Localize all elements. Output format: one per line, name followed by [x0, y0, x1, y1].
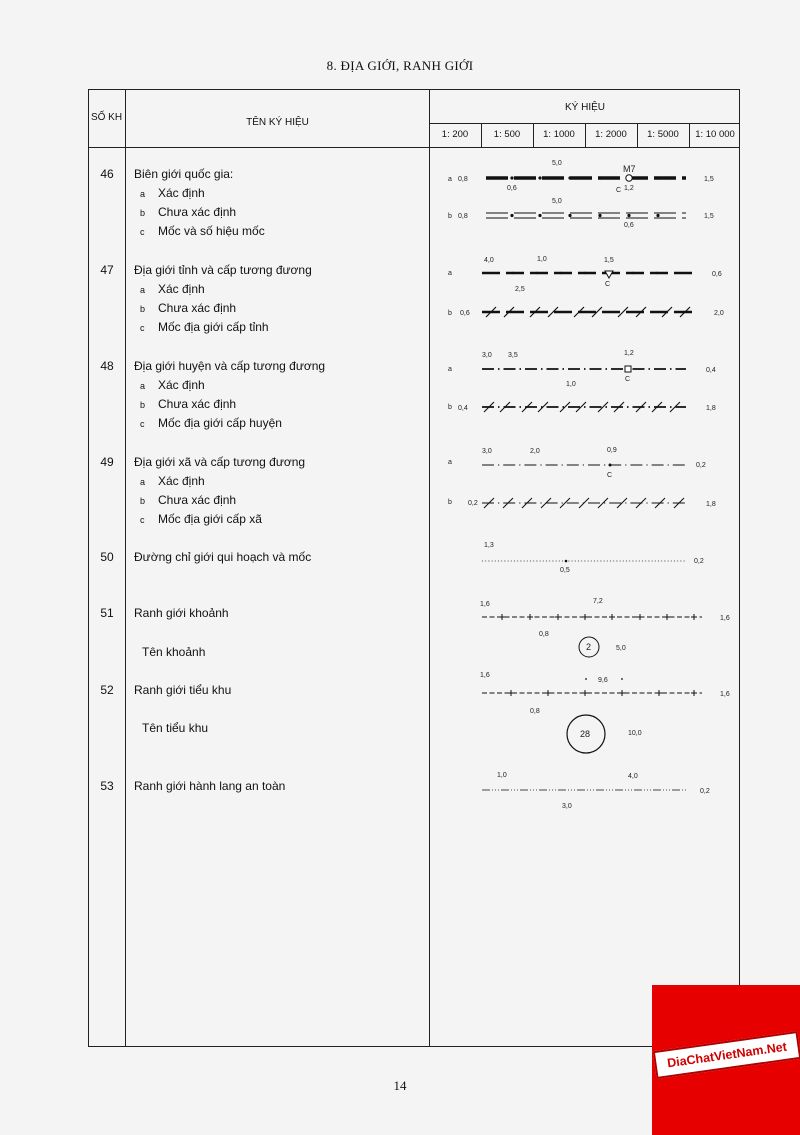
symbol-46a [448, 160, 714, 194]
scale-1-200: 1: 200 [441, 129, 469, 140]
svg-text:0,8: 0,8 [458, 176, 468, 183]
svg-text:1,5: 1,5 [704, 176, 714, 183]
svg-text:4,0: 4,0 [628, 773, 638, 780]
svg-text:7,2: 7,2 [593, 598, 603, 605]
svg-text:3,0: 3,0 [562, 803, 572, 810]
row-number: 48 [100, 359, 114, 373]
row-sub-label: Tên tiểu khu [142, 721, 209, 735]
svg-text:1,8: 1,8 [706, 405, 716, 412]
scale-1-5000: 1: 5000 [647, 129, 679, 140]
header-ky-hieu: KÝ HIỆU [564, 102, 605, 113]
row-name: Địa giới tỉnh và cấp tương đương [134, 263, 312, 277]
row-sub-item: c Mốc địa giới cấp tỉnh [140, 320, 269, 334]
row-sub-item: a Xác định [140, 474, 205, 488]
svg-text:0,9: 0,9 [607, 447, 617, 454]
symbol-49a [448, 447, 706, 479]
scale-1-500: 1: 500 [493, 129, 521, 140]
symbol-51 [480, 598, 730, 657]
row-sub-item: a Xác định [140, 378, 205, 392]
svg-text:b: b [448, 310, 452, 317]
svg-text:M7: M7 [623, 164, 636, 174]
row-sub-item: a Xác định [140, 186, 205, 200]
svg-text:1,0: 1,0 [497, 772, 507, 779]
svg-text:1,6: 1,6 [480, 672, 490, 679]
row-sub-item: c Mốc địa giới cấp xã [140, 512, 262, 526]
svg-text:C: C [616, 187, 622, 194]
symbol-49b [448, 498, 716, 508]
svg-text:a: a [448, 176, 452, 183]
row-number: 47 [100, 263, 114, 277]
svg-text:1,8: 1,8 [706, 501, 716, 508]
row-sub-item: b Chưa xác định [140, 493, 237, 507]
row-name: Ranh giới tiểu khu [134, 683, 232, 697]
svg-text:C: C [625, 376, 631, 383]
svg-text:a: a [448, 366, 452, 373]
svg-text:a: a [448, 459, 452, 466]
svg-text:1,5: 1,5 [704, 213, 714, 220]
scale-1-1000: 1: 1000 [543, 129, 575, 140]
svg-text:0,2: 0,2 [700, 788, 710, 795]
svg-text:0,8: 0,8 [458, 213, 468, 220]
svg-text:0,2: 0,2 [468, 500, 478, 507]
svg-text:0,4: 0,4 [706, 367, 716, 374]
row-sub-item: b Chưa xác định [140, 301, 237, 315]
svg-text:0,8: 0,8 [539, 631, 549, 638]
svg-text:0,4: 0,4 [458, 405, 468, 412]
row-number: 53 [100, 779, 114, 793]
svg-text:b: b [448, 499, 452, 506]
svg-text:1,0: 1,0 [566, 381, 576, 388]
row-sub-label: Tên khoảnh [142, 645, 206, 659]
row-sub-item: b Chưa xác định [140, 205, 237, 219]
svg-text:2,0: 2,0 [714, 310, 724, 317]
svg-text:4,0: 4,0 [484, 257, 494, 264]
row-sub-item: b Chưa xác định [140, 397, 237, 411]
svg-text:b: b [448, 213, 452, 220]
svg-text:3,0: 3,0 [482, 448, 492, 455]
row-name: Ranh giới khoảnh [134, 606, 229, 620]
symbol-48b [448, 402, 716, 412]
row-name: Địa giới huyện và cấp tương đương [134, 359, 326, 373]
svg-text:C: C [607, 472, 613, 479]
svg-text:1,0: 1,0 [537, 256, 547, 263]
svg-text:1,3: 1,3 [484, 542, 494, 549]
row-number: 49 [100, 455, 114, 469]
svg-text:1,2: 1,2 [624, 185, 634, 192]
row-number: 52 [100, 683, 114, 697]
row-name: Đường chỉ giới qui hoạch và mốc [134, 550, 312, 564]
svg-text:5,0: 5,0 [616, 645, 626, 652]
svg-text:0,2: 0,2 [696, 462, 706, 469]
svg-text:0,6: 0,6 [712, 271, 722, 278]
watermark-logo [652, 985, 800, 1135]
row-name: Ranh giới hành lang an toàn [134, 779, 286, 793]
svg-text:1,6: 1,6 [480, 601, 490, 608]
symbol-47b [448, 307, 724, 317]
page-number: 14 [393, 1078, 407, 1093]
svg-text:5,0: 5,0 [552, 160, 562, 167]
row-number: 50 [100, 550, 114, 564]
symbol-50 [482, 542, 704, 574]
svg-text:C: C [605, 281, 611, 288]
row-name: Biên giới quốc gia: [134, 167, 234, 181]
svg-text:0,6: 0,6 [460, 310, 470, 317]
svg-text:b: b [448, 404, 452, 411]
svg-text:1,2: 1,2 [624, 350, 634, 357]
svg-text:2,0: 2,0 [530, 448, 540, 455]
svg-text:10,0: 10,0 [628, 730, 642, 737]
row-number: 46 [100, 167, 114, 181]
svg-text:5,0: 5,0 [552, 198, 562, 205]
page-title: 8. ĐỊA GIỚI, RANH GIỚI [326, 58, 474, 73]
symbol-47a [448, 256, 722, 293]
symbol-52 [480, 672, 730, 753]
svg-text:3,5: 3,5 [508, 352, 518, 359]
symbol-53 [482, 772, 710, 810]
svg-text:0,6: 0,6 [507, 185, 517, 192]
header-so-kh: SỐ KH [90, 112, 123, 123]
svg-text:1,5: 1,5 [604, 257, 614, 264]
svg-text:0,5: 0,5 [560, 567, 570, 574]
svg-text:3,0: 3,0 [482, 352, 492, 359]
svg-text:9,6: 9,6 [598, 677, 608, 684]
scale-1-10000: 1: 10 000 [695, 129, 735, 140]
svg-text:0,8: 0,8 [530, 708, 540, 715]
svg-text:a: a [448, 270, 452, 277]
watermark-text: DiaChatVietNam.Net [666, 1039, 788, 1071]
symbol-48a [448, 350, 716, 388]
row-number: 51 [100, 606, 114, 620]
svg-text:2: 2 [586, 642, 592, 652]
svg-text:0,6: 0,6 [624, 222, 634, 229]
row-name: Địa giới xã và cấp tương đương [134, 455, 306, 469]
row-sub-item: c Mốc địa giới cấp huyện [140, 416, 282, 430]
svg-text:1,6: 1,6 [720, 691, 730, 698]
svg-text:1,6: 1,6 [720, 615, 730, 622]
symbol-46b [448, 198, 714, 229]
row-sub-item: c Mốc và số hiệu mốc [140, 224, 265, 238]
svg-text:2,5: 2,5 [515, 286, 525, 293]
scale-1-2000: 1: 2000 [595, 129, 627, 140]
row-sub-item: a Xác định [140, 282, 205, 296]
svg-text:28: 28 [580, 729, 591, 739]
header-ten-ky-hieu: TÊN KÝ HIỆU [246, 117, 309, 128]
svg-text:0,2: 0,2 [694, 558, 704, 565]
